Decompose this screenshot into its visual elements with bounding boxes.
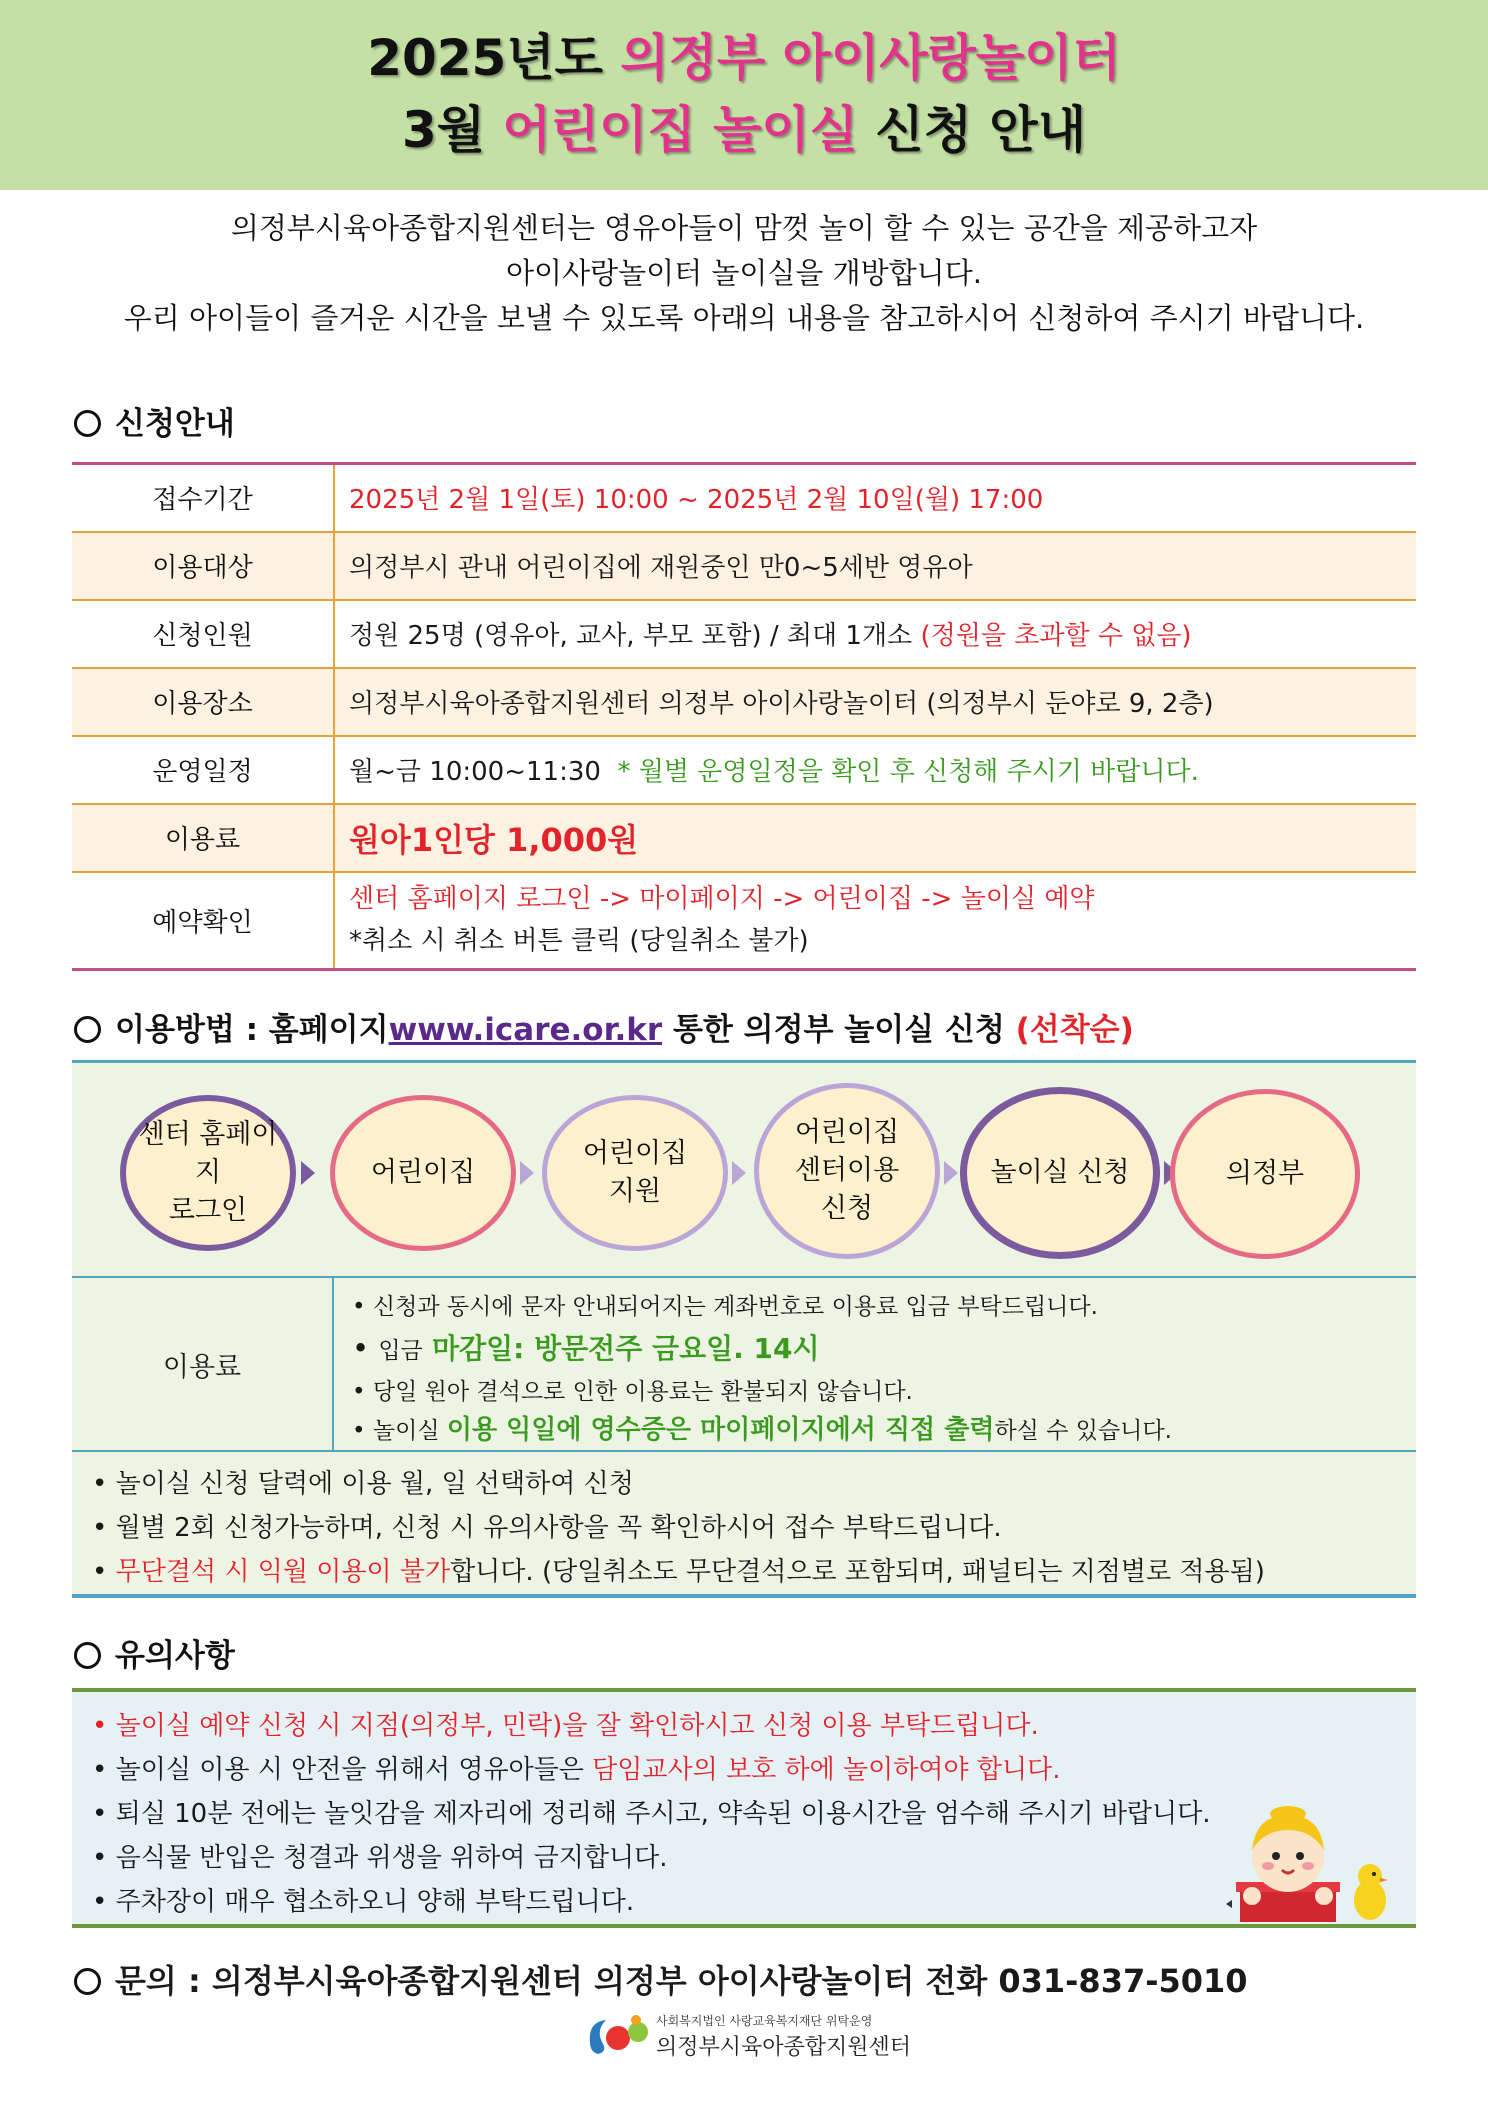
note-line-2: • 월별 2회 신청가능하며, 신청 시 유의사항을 꼭 확인하시어 접수 부탁드립니다. bbox=[92, 1513, 1002, 1543]
note-line-1: • 놀이실 신청 달력에 이용 월, 일 선택하여 신청 bbox=[92, 1469, 634, 1499]
process-flow bbox=[72, 1060, 1416, 1278]
circle-bullet-icon bbox=[74, 410, 101, 437]
title-room: 어린이집 놀이실 bbox=[502, 101, 858, 159]
capacity-warning: (정원을 초과할 수 없음) bbox=[920, 621, 1192, 651]
flow-step-branch bbox=[1170, 1089, 1360, 1259]
note-line-3: • 무단결석 시 익월 이용이 불가합니다. (당일취소도 무단결석으로 포함되며, 패널티는 지점별로 적용됨) bbox=[92, 1557, 1265, 1587]
contact-text: 문의 : 의정부시육아종합지원센터 의정부 아이사랑놀이터 전화 031-837-5010 bbox=[115, 1962, 1248, 2000]
fee-line-3: • 당일 원아 결석으로 인한 이용료는 환불되지 않습니다. bbox=[352, 1379, 913, 1405]
row-label: 접수기간 bbox=[72, 464, 334, 532]
arrow-right-icon bbox=[732, 1161, 746, 1185]
fee-line-4: • 놀이실 이용 익일에 영수증은 마이페이지에서 직접 출력하실 수 있습니다. bbox=[352, 1415, 1172, 1445]
arrow-right-icon bbox=[944, 1161, 958, 1185]
caution-line-5: • 주차장이 매우 협소하오니 양해 부탁드립니다. bbox=[92, 1887, 635, 1917]
step-text: 의정부 bbox=[1225, 1158, 1305, 1189]
note-text: 월별 2회 신청가능하며, 신청 시 유의사항을 꼭 확인하시어 접수 부탁드립니다. bbox=[115, 1513, 1002, 1543]
capacity-text: 정원 25명 (영유아, 교사, 부모 포함) / 최대 1개소 bbox=[349, 621, 913, 651]
intro-line-3: 우리 아이들이 즐거운 시간을 보낼 수 있도록 아래의 내용을 참고하시어 신청하여 주시기 바랍니다. bbox=[123, 301, 1365, 335]
note-text: 합니다. (당일취소도 무단결석으로 포함되며, 패널티는 지점별로 적용됨) bbox=[450, 1557, 1265, 1587]
title-month: 3월 bbox=[401, 101, 486, 159]
row-label: 이용료 bbox=[72, 804, 334, 872]
flow-step-login bbox=[120, 1095, 296, 1251]
fee-line-2: • 입금 마감일: 방문전주 금요일. 14시 bbox=[352, 1331, 820, 1365]
method-notes bbox=[72, 1452, 1416, 1598]
row-label: 이용대상 bbox=[72, 532, 334, 600]
caution-text: 음식물 반입은 청결과 위생을 위하여 금지합니다. bbox=[115, 1843, 668, 1873]
step-text: 센터 홈페이지 bbox=[138, 1119, 278, 1188]
caution-section-title bbox=[74, 1630, 235, 1675]
footer-center-name: 의정부시육아종합지원센터 bbox=[656, 2035, 912, 2060]
table-row bbox=[72, 600, 1416, 668]
table-row bbox=[72, 668, 1416, 736]
fee-text: 하실 수 있습니다. bbox=[994, 1418, 1172, 1444]
row-value bbox=[334, 736, 1416, 804]
caution-box bbox=[72, 1688, 1416, 1928]
caution-line-2: • 놀이실 이용 시 안전을 위해서 영유아들은 담임교사의 보호 하에 놀이하여야 합니다. bbox=[92, 1755, 1061, 1785]
caution-line-4: • 음식물 반입은 청결과 위생을 위하여 금지합니다. bbox=[92, 1843, 668, 1873]
child-character-icon bbox=[1222, 1804, 1392, 1926]
row-label: 운영일정 bbox=[72, 736, 334, 804]
step-text: 신청 bbox=[820, 1193, 874, 1224]
page-header bbox=[0, 0, 1488, 190]
flow-step-support bbox=[542, 1095, 728, 1251]
fee-label: 이용료 bbox=[72, 1278, 334, 1450]
circle-bullet-icon bbox=[74, 1642, 101, 1669]
table-row bbox=[72, 464, 1416, 532]
note-text: 놀이실 신청 달력에 이용 월, 일 선택하여 신청 bbox=[115, 1469, 634, 1499]
table-row bbox=[72, 804, 1416, 872]
step-text: 어린이집 bbox=[794, 1117, 900, 1148]
intro-text bbox=[40, 206, 1448, 341]
contact-info bbox=[74, 1956, 1248, 2002]
fee-value: 원아1인당 1,000원 bbox=[334, 804, 1416, 872]
center-logo-icon bbox=[584, 2012, 650, 2058]
row-value: 2025년 2월 1일(토) 10:00 ~ 2025년 2월 10일(월) 17:00 bbox=[334, 464, 1416, 532]
title-notice: 신청 안내 bbox=[875, 101, 1087, 159]
step-text: 놀이실 신청 bbox=[990, 1157, 1130, 1188]
apply-info-table bbox=[72, 462, 1416, 971]
intro-line-2: 아이사랑놀이터 놀이실을 개방합니다. bbox=[506, 256, 982, 290]
homepage-link[interactable]: www.icare.or.kr bbox=[388, 1012, 663, 1048]
method-title-text: 이용방법 : 홈페이지 bbox=[115, 1012, 389, 1048]
fee-line-1: • 신청과 동시에 문자 안내되어지는 계좌번호로 이용료 입금 부탁드립니다. bbox=[352, 1294, 1098, 1320]
method-first-come: (선착순) bbox=[1015, 1012, 1134, 1048]
fee-text: 당일 원아 결석으로 인한 이용료는 환불되지 않습니다. bbox=[372, 1379, 913, 1405]
caution-text: 퇴실 10분 전에는 놀잇감을 제자리에 정리해 주시고, 약속된 이용시간을 엄수해 주시기 바랍니다. bbox=[115, 1799, 1211, 1829]
note-warning: 무단결석 시 익월 이용이 불가 bbox=[115, 1557, 451, 1587]
step-text: 센터이용 bbox=[794, 1155, 900, 1186]
title-place: 의정부 아이사랑놀이터 bbox=[620, 29, 1121, 87]
footer-subtitle: 사회복지법인 사랑교육복지재단 위탁운영 bbox=[656, 2014, 873, 2028]
intro-line-1: 의정부시육아종합지원센터는 영유아들이 맘껏 놀이 할 수 있는 공간을 제공하고자 bbox=[230, 211, 1258, 245]
row-label: 이용장소 bbox=[72, 668, 334, 736]
cancel-note: *취소 시 취소 버튼 클릭 (당일취소 불가) bbox=[349, 926, 809, 957]
caution-text: 놀이실 예약 신청 시 지점(의정부, 민락)을 잘 확인하시고 신청 이용 부탁드립니다. bbox=[115, 1711, 1039, 1741]
row-value bbox=[334, 600, 1416, 668]
row-value: 의정부시 관내 어린이집에 재원중인 만0~5세반 영유아 bbox=[334, 532, 1416, 600]
deadline-text: 마감일: 방문전주 금요일. 14시 bbox=[431, 1332, 820, 1365]
caution-line-3: • 퇴실 10분 전에는 놀잇감을 제자리에 정리해 주시고, 약속된 이용시간을 엄수해 주시기 바랍니다. bbox=[92, 1799, 1211, 1829]
flow-step-center-use bbox=[754, 1083, 940, 1259]
fee-text: 신청과 동시에 문자 안내되어지는 계좌번호로 이용료 입금 부탁드립니다. bbox=[372, 1294, 1098, 1320]
fee-info-box bbox=[72, 1278, 1416, 1452]
schedule-note: * 월별 운영일정을 확인 후 신청해 주시기 바랍니다. bbox=[617, 757, 1199, 787]
step-text: 로그인 bbox=[168, 1195, 248, 1226]
row-value: 의정부시육아종합지원센터 의정부 아이사랑놀이터 (의정부시 둔야로 9, 2층) bbox=[334, 668, 1416, 736]
circle-bullet-icon bbox=[74, 1968, 101, 1995]
method-section-title bbox=[74, 1004, 1134, 1049]
caution-text: 놀이실 이용 시 안전을 위해서 영유아들은 bbox=[115, 1755, 584, 1785]
title-line-2 bbox=[0, 94, 1488, 166]
row-value bbox=[334, 872, 1416, 970]
reservation-path: 센터 홈페이지 로그인 -> 마이페이지 -> 어린이집 -> 놀이실 예약 bbox=[349, 884, 1095, 915]
footer-logo bbox=[584, 2008, 924, 2068]
step-text: 지원 bbox=[608, 1176, 662, 1207]
table-row bbox=[72, 532, 1416, 600]
step-text: 어린이집 bbox=[582, 1138, 688, 1169]
title-year: 2025년도 bbox=[367, 29, 603, 87]
fee-text: 입금 bbox=[378, 1338, 423, 1364]
flow-step-daycare bbox=[330, 1095, 516, 1251]
table-row bbox=[72, 736, 1416, 804]
apply-section-title bbox=[74, 398, 235, 443]
step-text: 어린이집 bbox=[370, 1157, 476, 1188]
caution-title-text: 유의사항 bbox=[115, 1638, 235, 1674]
row-label: 신청인원 bbox=[72, 600, 334, 668]
caution-warning: 담임교사의 보호 하에 놀이하여야 합니다. bbox=[592, 1755, 1061, 1785]
arrow-right-icon bbox=[301, 1161, 315, 1185]
apply-title-text: 신청안내 bbox=[115, 406, 235, 442]
receipt-text: 이용 익일에 영수증은 마이페이지에서 직접 출력 bbox=[446, 1415, 995, 1445]
table-row bbox=[72, 872, 1416, 970]
title-line-1 bbox=[0, 0, 1488, 94]
caution-text: 주차장이 매우 협소하오니 양해 부탁드립니다. bbox=[115, 1887, 635, 1917]
circle-bullet-icon bbox=[74, 1016, 101, 1043]
row-label: 예약확인 bbox=[72, 872, 334, 970]
method-title-rest: 통한 의정부 놀이실 신청 bbox=[672, 1012, 1005, 1048]
fee-lines bbox=[352, 1288, 1172, 1450]
flow-step-playroom bbox=[960, 1087, 1160, 1259]
schedule-text: 월~금 10:00~11:30 bbox=[349, 757, 601, 787]
arrow-right-icon bbox=[520, 1161, 534, 1185]
caution-line-1: • 놀이실 예약 신청 시 지점(의정부, 민락)을 잘 확인하시고 신청 이용 부탁드립니다. bbox=[92, 1711, 1039, 1741]
fee-text: 놀이실 bbox=[372, 1418, 440, 1444]
